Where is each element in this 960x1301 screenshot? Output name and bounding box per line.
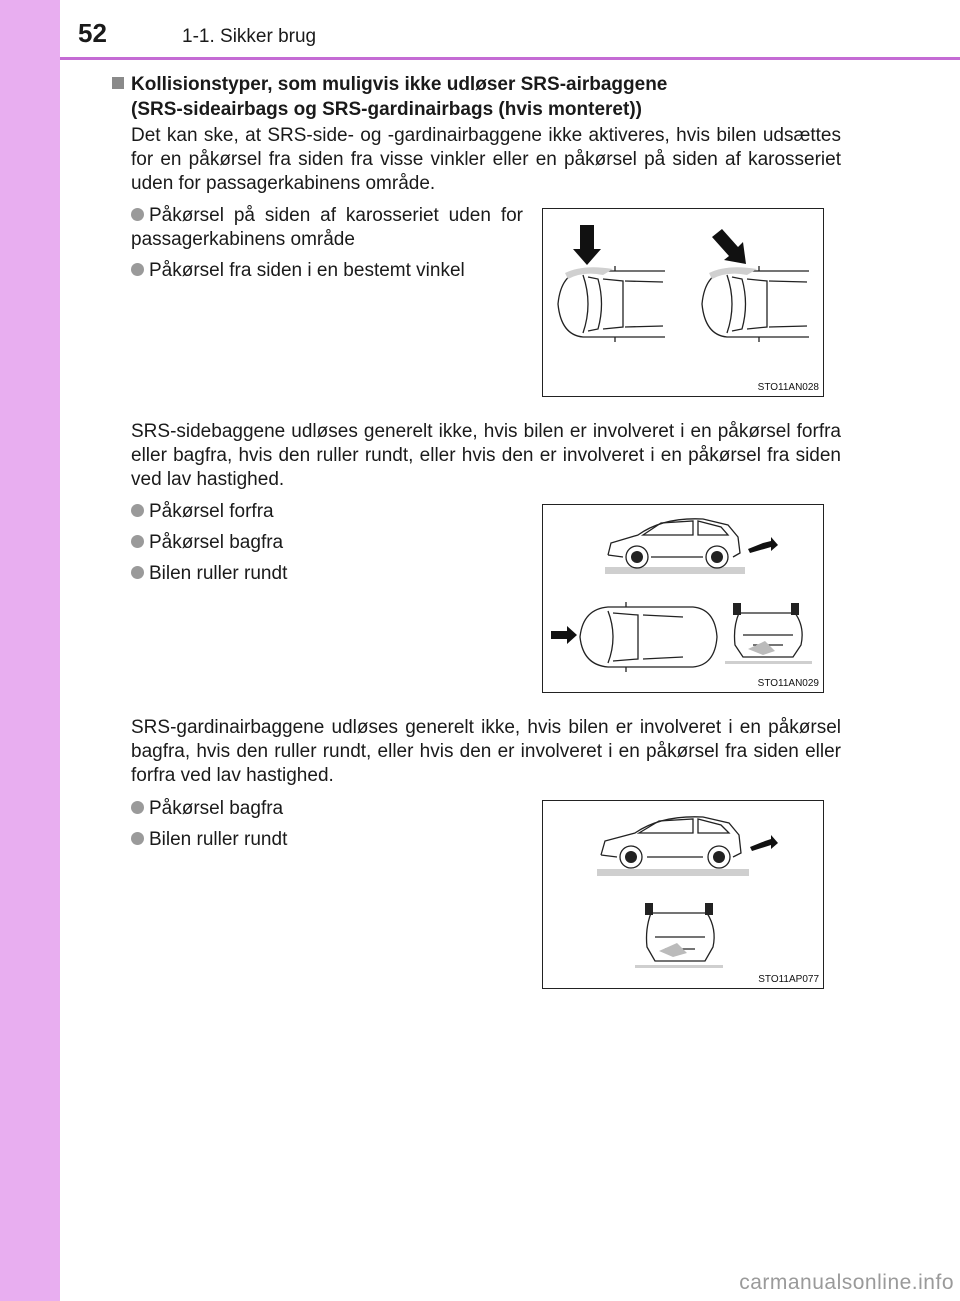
bullet-text: Bilen ruller rundt: [149, 563, 288, 584]
page-number: 52: [78, 18, 107, 48]
section-title: 1-1. Sikker brug: [182, 26, 317, 47]
curtain-airbag-paragraph: SRS-gardinairbaggene udløses generelt ikke, hvis bilen er involveret i en påkørsel bagfra, hvis den ruller rundt, eller hvis den er involveret i en påkørsel fra siden eller forfra ved lav hastighed.: [131, 717, 841, 786]
square-bullet-icon: [112, 77, 124, 89]
bullet-text: Bilen ruller rundt: [149, 829, 288, 850]
bullet-dot-icon: [131, 263, 144, 276]
header-divider: [60, 57, 960, 60]
bullet-dot-icon: [131, 208, 144, 221]
bullet-dot-icon: [131, 832, 144, 845]
heading-line-1: Kollisionstyper, som muligvis ikke udløser SRS-airbaggene: [131, 74, 668, 95]
bullet-text: Påkørsel fra siden i en bestemt vinkel: [149, 260, 465, 281]
intro-paragraph: Det kan ske, at SRS-side- og -gardinairbaggene ikke aktiveres, hvis bilen udsættes for en påkørsel fra siden fra visse vinkler eller en påkørsel på siden af karosseriet uden for passagerkabinens område.: [131, 125, 841, 194]
watermark: carmanualsonline.info: [739, 1271, 954, 1294]
bullet-text: Påkørsel bagfra: [149, 532, 284, 553]
list-item: [131, 828, 287, 852]
figure-curtain-airbag-cases: [542, 800, 824, 989]
list-item: [131, 259, 465, 283]
list-item: [131, 204, 523, 252]
bullet-text: Påkørsel bagfra: [149, 798, 284, 819]
heading-line-2: (SRS-sideairbags og SRS-gardinairbags (hvis monteret)): [131, 99, 642, 120]
side-impact-illustration: [543, 209, 823, 396]
side-airbag-illustration: [543, 505, 823, 692]
list-item: [131, 531, 283, 555]
bullet-dot-icon: [131, 535, 144, 548]
bullet-dot-icon: [131, 504, 144, 517]
list-item: [131, 562, 287, 586]
bullet-dot-icon: [131, 801, 144, 814]
figure-side-impact: [542, 208, 824, 397]
section-heading: [112, 72, 667, 122]
bullet-dot-icon: [131, 566, 144, 579]
figure-code: STO11AN029: [757, 678, 819, 689]
bullet-text: Påkørsel på siden af karosseriet uden for passagerkabinens område: [131, 205, 523, 250]
curtain-airbag-illustration: [543, 801, 823, 988]
figure-code: STO11AN028: [757, 382, 819, 393]
bullet-text: Påkørsel forfra: [149, 501, 274, 522]
side-tab: [0, 0, 60, 1301]
list-item: [131, 797, 283, 821]
side-airbag-paragraph: SRS-sidebaggene udløses generelt ikke, hvis bilen er involveret i en påkørsel forfra eller bagfra, hvis den ruller rundt, eller hvis den er involveret i en påkørsel fra siden ved lav hastighed.: [131, 421, 841, 490]
figure-code: STO11AP077: [758, 974, 819, 985]
figure-side-airbag-cases: [542, 504, 824, 693]
list-item: [131, 500, 274, 524]
